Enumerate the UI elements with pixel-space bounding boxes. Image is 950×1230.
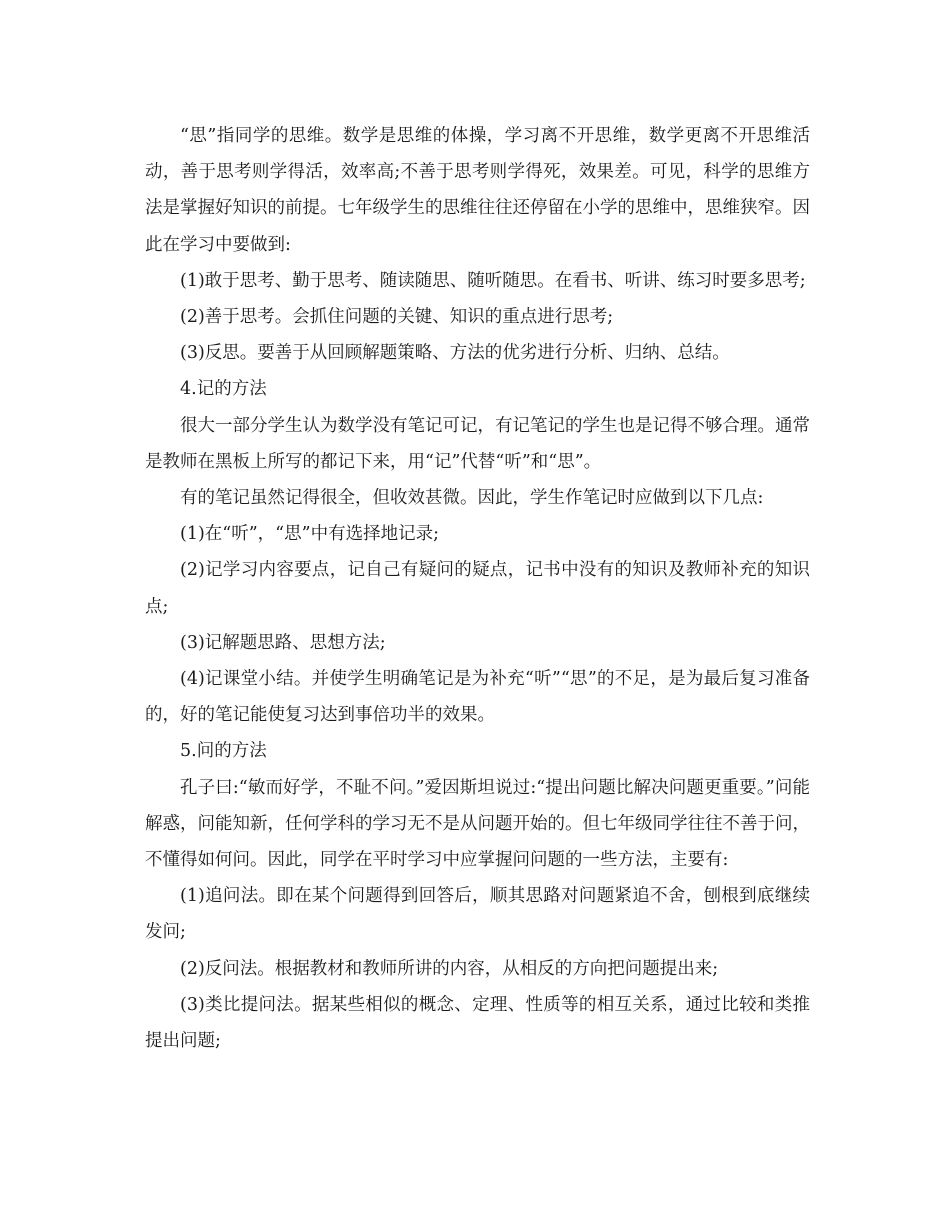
paragraph-notes-item-3: (3)记解题思路、思想方法; — [180, 632, 386, 653]
paragraph-asking-item-2: (2)反问法。根据教材和教师所讲的内容，从相反的方向把问题提出来; — [180, 958, 719, 979]
paragraph-notes-item-1: (1)在“听”，“思”中有选择地记录; — [180, 524, 439, 545]
paragraph-asking-item-3: (3)类比提问法。据某些相似的概念、定理、性质等的相互关系，通过比较和类推提出问题; — [145, 994, 810, 1052]
paragraph-asking-intro: 孔子曰:“敏而好学，不耻不问。”爱因斯坦说过:“提出问题比解决问题更重要。”问能解惑，问能知新，任何学科的学习无不是从问题开始的。但七年级同学往往不善于问，不懂得如何问。因此，同学在平时学习中应掌握问问题的一些方法，主要有: — [145, 777, 810, 871]
paragraph-asking-item-1: (1)追问法。即在某个问题得到回答后，顺其思路对问题紧追不舍，刨根到底继续发问; — [145, 886, 810, 943]
paragraph-thinking-item-3: (3)反思。要善于从回顾解题策略、方法的优劣进行分析、归纳、总结。 — [180, 343, 730, 364]
paragraph-thinking-item-1: (1)敢于思考、勤于思考、随读随思、随听随思。在看书、听讲、练习时要多思考; — [180, 270, 806, 291]
section-heading-asking: 5.问的方法 — [180, 741, 267, 762]
paragraph-thinking-item-2: (2)善于思考。会抓住问题的关键、知识的重点进行思考; — [180, 307, 614, 328]
paragraph-thinking-intro: “思”指同学的思维。数学是思维的体操，学习离不开思维，数学更离不开思维活动，善于思考则学得活，效率高;不善于思考则学得死，效果差。可见，科学的思维方法是掌握好知识的前提。七年级学生的思维往往还停留在小学的思维中，思维狭窄。因此在学习中要做到: — [145, 126, 810, 255]
paragraph-notes-intro: 很大一部分学生认为数学没有笔记可记，有记笔记的学生也是记得不够合理。通常是教师在黑板上所写的都记下来，用“记”代替“听”和“思”。 — [145, 415, 810, 472]
paragraph-notes-item-2: (2)记学习内容要点，记自己有疑问的疑点，记书中没有的知识及教师补充的知识点; — [145, 560, 810, 617]
paragraph-notes-advice: 有的笔记虽然记得很全，但收效甚微。因此，学生作笔记时应做到以下几点: — [180, 488, 764, 509]
paragraph-notes-item-4: (4)记课堂小结。并使学生明确笔记是为补充“听”“思”的不足，是为最后复习准备的，好的笔记能使复习达到事倍功半的效果。 — [145, 669, 810, 726]
document-body — [145, 118, 810, 1059]
section-heading-note-taking: 4.记的方法 — [180, 379, 267, 400]
